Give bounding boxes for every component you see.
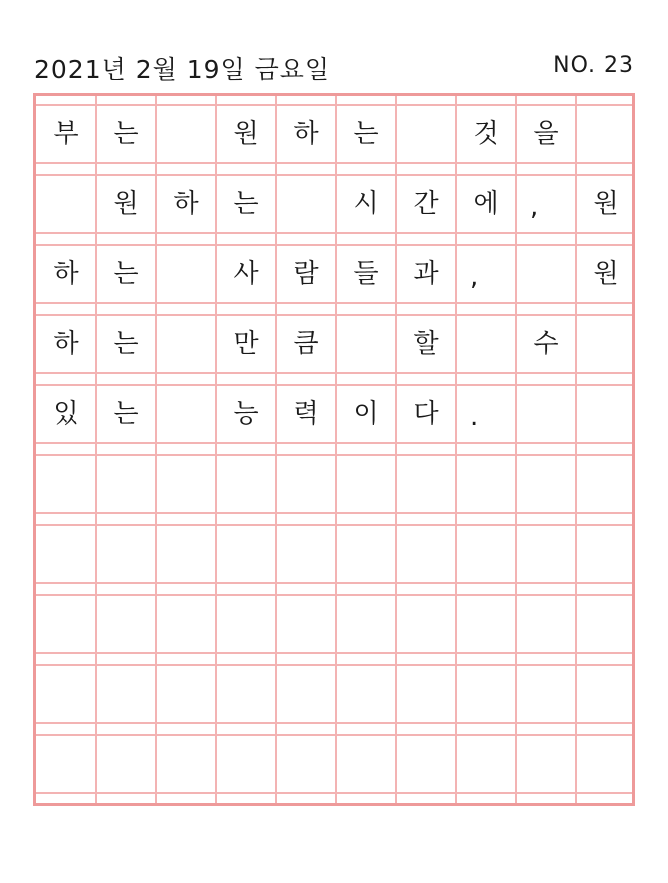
grid-cell: 수 xyxy=(533,329,559,359)
grid-cell: 과 xyxy=(413,259,439,289)
grid-cell xyxy=(336,734,396,794)
grid-cell xyxy=(96,734,156,794)
grid-cell xyxy=(156,314,216,374)
grid-column-line xyxy=(335,96,337,803)
date-heading: 2021년 2월 19일 금요일 xyxy=(34,55,331,84)
grid-cell xyxy=(156,594,216,654)
grid-cell xyxy=(276,734,336,794)
grid-cell xyxy=(396,594,456,654)
grid-cell: 에 xyxy=(473,189,499,219)
grid-cell: 부 xyxy=(53,119,79,149)
grid-cell xyxy=(276,594,336,654)
grid-cell xyxy=(216,454,276,514)
grid-cell: 능 xyxy=(233,399,259,429)
grid-cell: 는 xyxy=(113,399,139,429)
grid-cell: 는 xyxy=(113,119,139,149)
grid-cell xyxy=(396,454,456,514)
grid-cell xyxy=(456,314,516,374)
grid-cell: , xyxy=(530,192,539,222)
manuscript-grid xyxy=(33,93,635,806)
grid-cell: 원 xyxy=(593,259,619,289)
grid-cell xyxy=(516,384,576,444)
grid-cell: 만 xyxy=(233,329,259,359)
grid-cell xyxy=(156,244,216,304)
grid-cell xyxy=(36,524,96,584)
grid-column-line xyxy=(275,96,277,803)
grid-cell xyxy=(576,594,636,654)
grid-cell: 할 xyxy=(413,329,439,359)
grid-cell xyxy=(276,664,336,724)
grid-cell: . xyxy=(470,402,479,432)
grid-cell xyxy=(36,454,96,514)
grid-column-line xyxy=(95,96,97,803)
grid-cell xyxy=(456,454,516,514)
grid-cell: 하 xyxy=(293,119,319,149)
grid-cell: , xyxy=(470,262,479,292)
grid-cell: 간 xyxy=(413,189,439,219)
grid-cell xyxy=(336,664,396,724)
grid-cell xyxy=(96,664,156,724)
grid-cell xyxy=(216,594,276,654)
grid-cell: 원 xyxy=(113,189,139,219)
grid-column-line xyxy=(155,96,157,803)
grid-cell xyxy=(276,174,336,234)
grid-cell: 을 xyxy=(533,119,559,149)
grid-column-line xyxy=(215,96,217,803)
grid-cell xyxy=(336,594,396,654)
grid-cell xyxy=(396,664,456,724)
grid-cell: 원 xyxy=(593,189,619,219)
grid-column-line xyxy=(395,96,397,803)
grid-cell xyxy=(216,734,276,794)
grid-cell xyxy=(156,664,216,724)
grid-cell: 하 xyxy=(53,259,79,289)
grid-cell: 는 xyxy=(113,329,139,359)
grid-cell xyxy=(576,384,636,444)
page-number: NO. 23 xyxy=(553,53,634,78)
grid-cell: 들 xyxy=(353,259,379,289)
grid-cell xyxy=(456,594,516,654)
grid-cell: 원 xyxy=(233,119,259,149)
grid-cell: 는 xyxy=(353,119,379,149)
grid-column-line xyxy=(575,96,577,803)
grid-cell: 다 xyxy=(413,399,439,429)
grid-cell xyxy=(516,454,576,514)
grid-cell xyxy=(576,524,636,584)
grid-cell xyxy=(156,454,216,514)
grid-cell xyxy=(516,524,576,584)
grid-cell xyxy=(156,104,216,164)
grid-cell xyxy=(516,664,576,724)
grid-cell xyxy=(576,314,636,374)
grid-cell xyxy=(36,174,96,234)
grid-column-line xyxy=(515,96,517,803)
grid-cell: 시 xyxy=(353,189,379,219)
grid-cell xyxy=(336,454,396,514)
grid-cell xyxy=(396,524,456,584)
grid-cell xyxy=(576,454,636,514)
grid-cell: 는 xyxy=(233,189,259,219)
grid-cell xyxy=(96,594,156,654)
grid-cell xyxy=(96,524,156,584)
grid-cell: 이 xyxy=(353,399,379,429)
grid-cell xyxy=(156,384,216,444)
grid-cell xyxy=(36,594,96,654)
grid-cell xyxy=(276,524,336,584)
grid-cell xyxy=(516,594,576,654)
grid-cell xyxy=(96,454,156,514)
grid-cell: 는 xyxy=(113,259,139,289)
grid-cell: 하 xyxy=(173,189,199,219)
grid-cell: 것 xyxy=(473,119,499,149)
grid-column-line xyxy=(455,96,457,803)
grid-cell xyxy=(456,524,516,584)
grid-cell xyxy=(576,664,636,724)
grid-cell xyxy=(276,454,336,514)
grid-cell xyxy=(576,104,636,164)
grid-cell xyxy=(516,244,576,304)
grid-cell xyxy=(456,664,516,724)
grid-cell xyxy=(36,734,96,794)
grid-cell xyxy=(336,524,396,584)
grid-cell xyxy=(156,524,216,584)
grid-cell xyxy=(396,734,456,794)
grid-cell: 사 xyxy=(233,259,259,289)
grid-cell xyxy=(216,524,276,584)
grid-cell xyxy=(336,314,396,374)
grid-cell xyxy=(456,734,516,794)
grid-cell xyxy=(396,104,456,164)
grid-cell xyxy=(36,664,96,724)
grid-cell: 람 xyxy=(293,259,319,289)
grid-cell xyxy=(516,734,576,794)
grid-cell: 있 xyxy=(53,399,79,429)
grid-cell xyxy=(156,734,216,794)
grid-cell xyxy=(216,664,276,724)
grid-cell: 하 xyxy=(53,329,79,359)
grid-cell: 력 xyxy=(293,399,319,429)
grid-cell: 큼 xyxy=(293,329,319,359)
grid-cell xyxy=(576,734,636,794)
